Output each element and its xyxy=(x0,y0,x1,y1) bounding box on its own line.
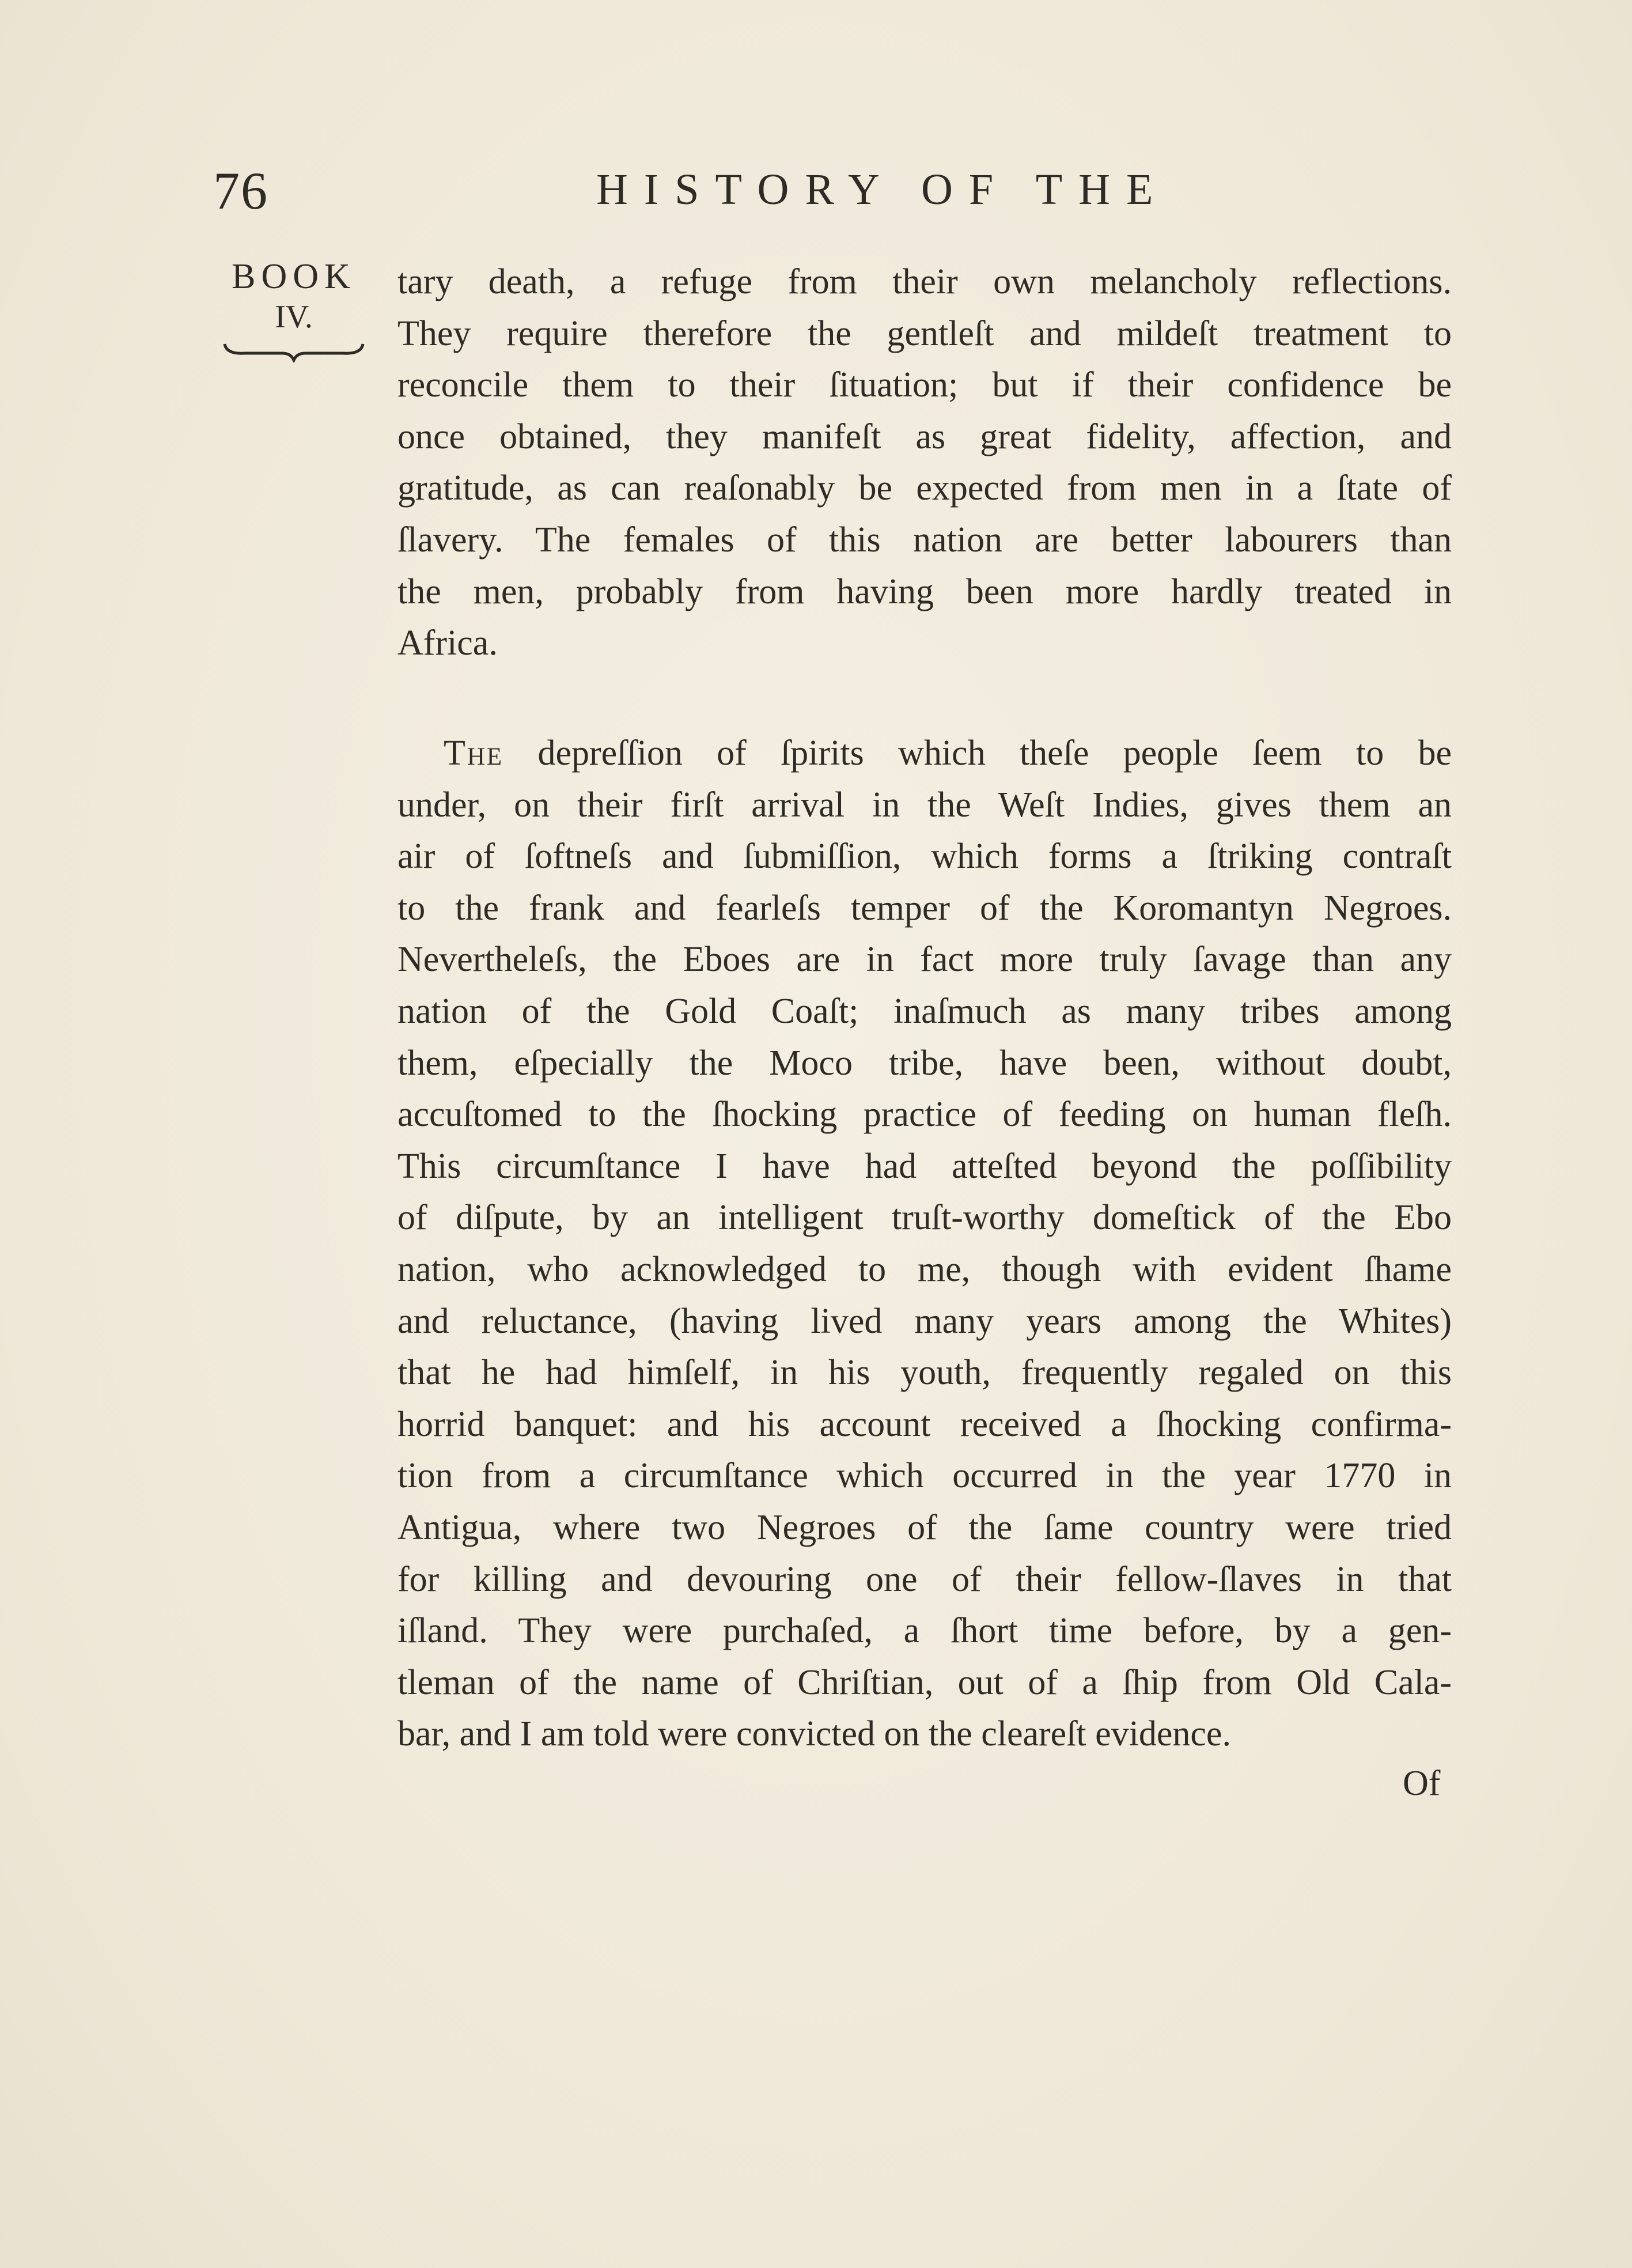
text-line: the men, probably from having been more hardly treated in xyxy=(397,572,1452,611)
text-line: once obtained, they manifeſt as great fidelity, affection, and xyxy=(397,417,1452,456)
drop-word: The xyxy=(444,734,504,773)
text-line: They require therefore the gentleſt and mildeſt treatment to xyxy=(397,313,1452,353)
text-line: This circumſtance I have had atteſted beyond the poſſibility xyxy=(397,1146,1452,1186)
brace-ornament xyxy=(222,339,366,362)
text-line: tion from a circumſtance which occurred in the year 1770 in xyxy=(397,1456,1452,1496)
running-title: HISTORY OF THE xyxy=(596,165,1169,214)
margin-note-book: BOOK xyxy=(232,257,356,296)
text-line: Nevertheleſs, the Eboes are in fact more truly ſavage than any xyxy=(397,940,1452,980)
text-line: horrid banquet: and his account received a ſhocking confirma- xyxy=(397,1404,1452,1444)
page-number: 76 xyxy=(213,161,268,220)
text-line: of diſpute, by an intelligent truſt-worthy domeſtick of the Ebo xyxy=(397,1198,1452,1238)
text-line: reconcile them to their ſituation; but if their confidence be xyxy=(397,365,1452,405)
catchword: Of xyxy=(1403,1764,1441,1803)
text-line: that he had himſelf, in his youth, frequently regaled on this xyxy=(397,1353,1452,1393)
text-line-first xyxy=(397,728,1452,780)
text-line: nation of the Gold Coaſt; inaſmuch as many tribes among xyxy=(397,991,1452,1031)
text-line: Africa. xyxy=(397,623,498,663)
text-line: tleman of the name of Chriſtian, out of a ſhip from Old Cala- xyxy=(397,1662,1452,1702)
text-line: nation, who acknowledged to me, though with evident ſhame xyxy=(397,1249,1452,1289)
text-line: bar, and I am told were convicted on the cleareſt evidence. xyxy=(397,1714,1231,1754)
margin-note-number: IV. xyxy=(275,299,313,335)
paragraph-2 xyxy=(397,728,1452,1760)
text-line: iſland. They were purchaſed, a ſhort time before, by a gen- xyxy=(397,1611,1452,1651)
text-line: them, eſpecially the Moco tribe, have been, without doubt, xyxy=(397,1043,1452,1083)
text-line: tary death, a refuge from their own melancholy reflections. xyxy=(397,262,1452,301)
text-line: air of ſoftneſs and ſubmiſſion, which forms a ſtriking contraſt xyxy=(397,837,1452,876)
margin-note xyxy=(219,256,369,362)
text-line: to the frank and fearleſs temper of the Koromantyn Negroes. xyxy=(397,888,1452,928)
first-line-text: depreſſion of ſpirits which theſe people ſeem to be xyxy=(503,734,1452,773)
text-line: for killing and devouring one of their fellow-ſlaves in that xyxy=(397,1559,1452,1599)
text-line: gratitude, as can reaſonably be expected from men in a ſtate of xyxy=(397,468,1452,508)
text-line: Antigua, where two Negroes of the ſame country were tried xyxy=(397,1507,1452,1547)
text-line: under, on their firſt arrival in the Weſt Indies, gives them an xyxy=(397,785,1452,825)
text-line: and reluctance, (having lived many years among the Whites) xyxy=(397,1301,1452,1341)
paragraph-1 xyxy=(397,256,1452,670)
text-line: ſlavery. The females of this nation are better labourers than xyxy=(397,520,1452,560)
text-line: accuſtomed to the ſhocking practice of feeding on human fleſh. xyxy=(397,1095,1452,1135)
